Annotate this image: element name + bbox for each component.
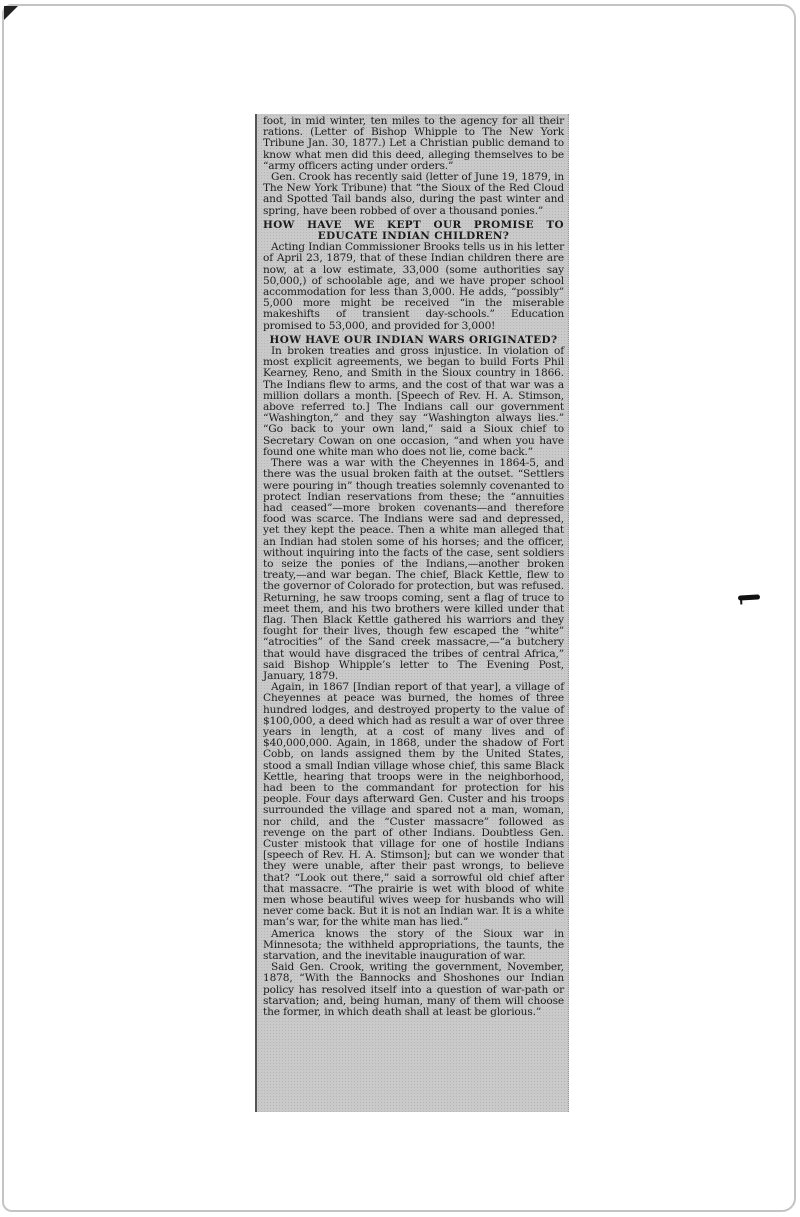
paragraph-ration-walk: foot, in mid winter, ten miles to the agency for all their rations. (Letter of Bishop Whipple to The New York Tribune Jan. 30, 1877.) Let a Christian public demand to know what men did this deed, alleging themselves to be “army officers acting under orders.” (263, 115, 564, 172)
heading-wars-originated: HOW HAVE OUR INDIAN WARS ORIGINATED? (269, 333, 558, 346)
paragraph-sioux-minnesota: America knows the story of the Sioux war in Minnesota; the withheld appropriations, the taunts, the starvation, and the inevitable inauguration of war. (263, 927, 564, 963)
paragraph-cheyenne-war: There was a war with the Cheyennes in 1864-5, and there was the usual broken faith at the outset. “Settlers were pouring in” though treaties solemnly covenanted to protect Indian reservations from these; the “annuities had ceased”—more broken covenants—and therefore food was scarce. The Indians were sad and depressed, yet they kept the peace. Then a white man alleged that an Indian had stolen some of his horses; and the officer, without inquiring into the facts of the case, sent soldiers to seize the ponies of the Indians,—another broken treaty,—and war began. The chief, Black Kettle, flew to the governor of Colorado for protection, but was refused. Returning, he saw troops coming, sent a flag of truce to meet them, and his two brothers were killed under that flag. Then Black Kettle gathered his warriors and they fought for their lives, though few escaped the “white” “atrocities” of the Sand creek massacre,—“a butchery that would have disgraced the tribes of central Africa,” said Bishop Whipple’s letter to The Evening Post, January, 1879. (263, 457, 564, 682)
paragraph-commissioner-brooks: Acting Indian Commissioner Brooks tells us in his letter of April 23, 1879, that of these Indian children there are now, at a low estimate, 33,000 (some authorities say 50,000,) of schoolable age, and we have proper school accommodation for less than 3,000. He adds, “possibly” 5,000 more might be received “in the miserable makeshifts of transient day-schools.” Education promised to 53,000, and provided for 3,000! (263, 241, 564, 332)
newspaper-clipping (255, 114, 569, 1112)
heading-educate-children: HOW HAVE WE KEPT OUR PROMISE TO EDUCATE INDIAN CHILDREN? (263, 218, 564, 243)
page-corner-fold (4, 6, 18, 20)
paragraph-crook-bannocks: Said Gen. Crook, writing the government, November, 1878, “With the Bannocks and Shoshones our Indian policy has resolved itself into a question of war-path or starvation; and, being human, many of them will choose the former, in which death shall at least be glorious.” (263, 961, 564, 1019)
paragraph-crook-ponies: Gen. Crook has recently said (letter of June 19, 1879, in The New York Tribune) that “the Sioux of the Red Cloud and Spotted Tail bands also, during the past winter and spring, have been robbed of over a thousand ponies.” (263, 171, 564, 217)
paragraph-broken-treaties: In broken treaties and gross injustice. In violation of most explicit agreements, we began to build Forts Phil Kearney, Reno, and Smith in the Sioux country in 1866. The Indians flew to arms, and the cost of that war was a million dollars a month. [Speech of Rev. H. A. Stimson, above referred to.] The Indians call our government “Washington,” and they say “Washington always lies.” “Go back to your own land,” said a Sioux chief to Secretary Cowan on one occasion, “and when you have found one white man who does not lie, come back.” (263, 345, 564, 458)
paragraph-custer-massacre: Again, in 1867 [Indian report of that year], a village of Cheyennes at peace was burned, the homes of three hundred lodges, and destroyed property to the value of $100,000, a deed which had as result a war of over three years in length, at a cost of many lives and of $40,000,000. Again, in 1868, under the shadow of Fort Cobb, on lands assigned them by the United States, stood a small Indian village whose chief, this same Black Kettle, hearing that troops were in the neighborhood, had been to the commandant for protection for his people. Four days afterward Gen. Custer and his troops surrounded the village and spared not a man, woman, nor child, and the “Custer massacre” followed as revenge on the part of other Indians. Doubtless Gen. Custer mistook that village for one of hostile Indians [speech of Rev. H. A. Stimson]; but can we wonder that they were unable, after their past wrongs, to believe that? “Look out there,” said a sorrowful old chief after that massacre. “The prairie is wet with blood of white men whose beautiful wives weep for husbands who will never come back. But it is not an Indian war. It is a white man’s war, for the white man has lied.” (263, 681, 564, 929)
